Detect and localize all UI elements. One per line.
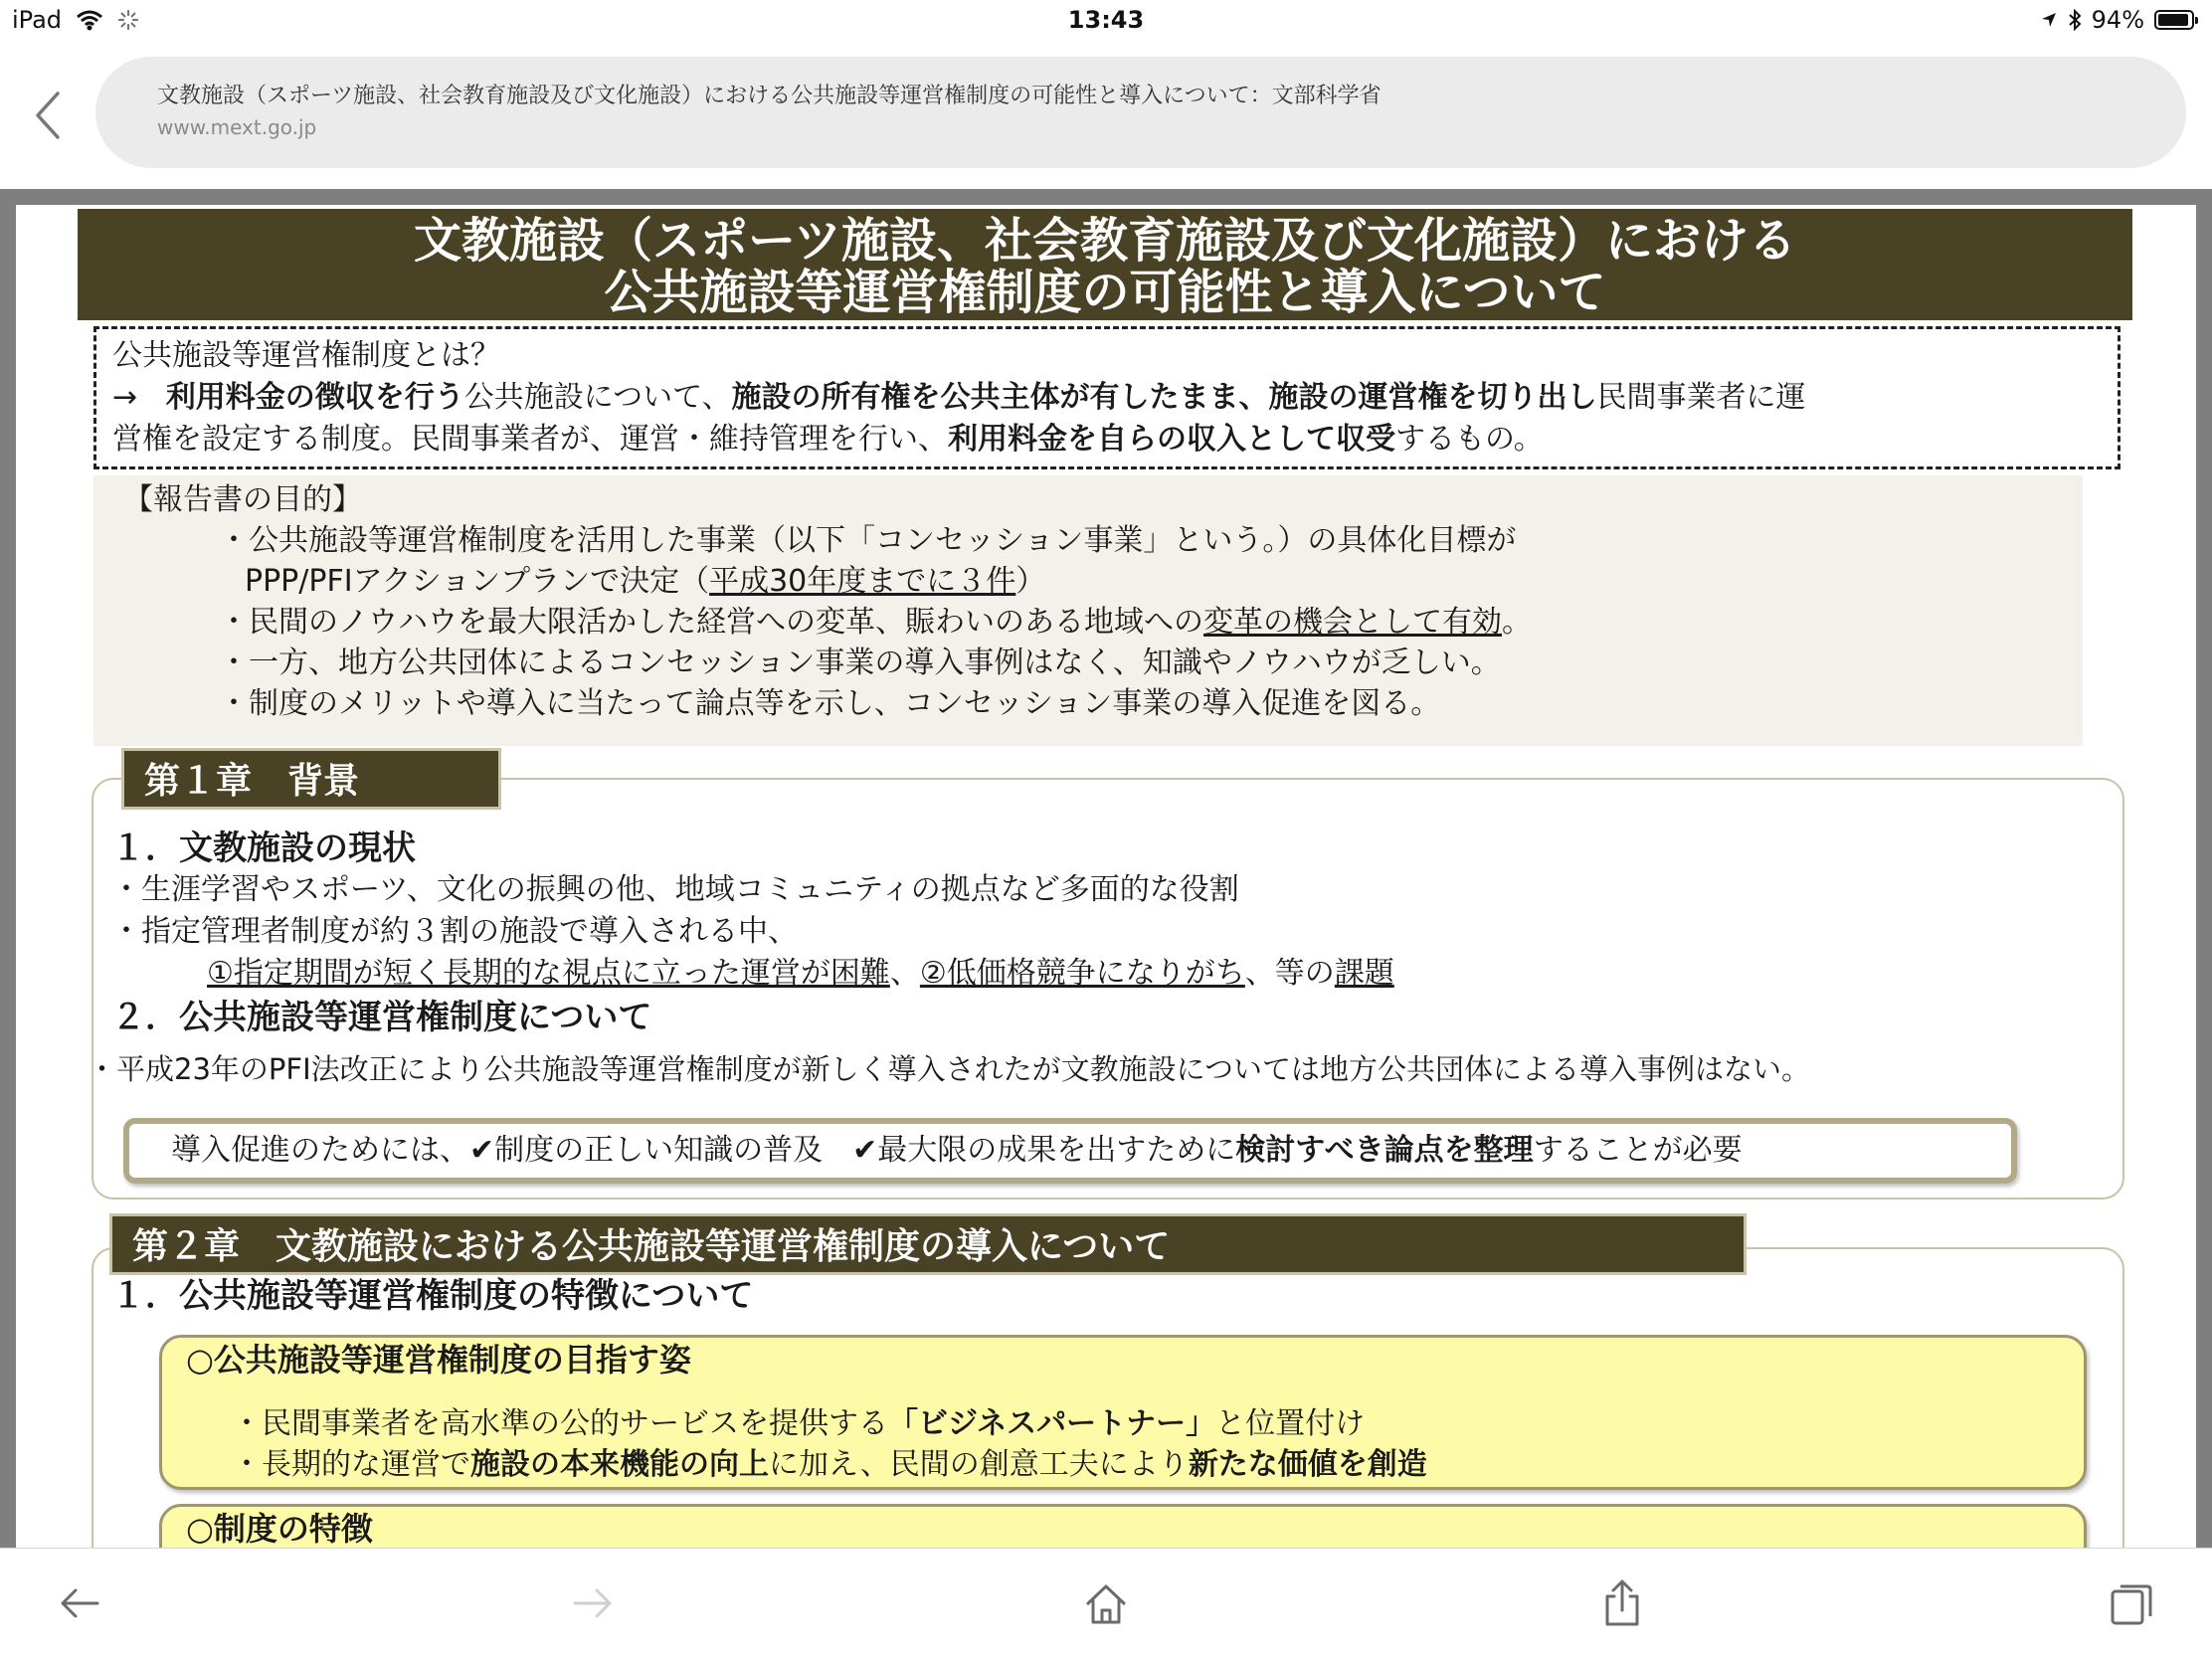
page-title: 文教施設（スポーツ施設、社会教育施設及び文化施設）における公共施設等運営権制度の可能性と導入について：文部科学省 <box>157 84 1382 108</box>
section-heading: ２．公共施設等運営権制度について <box>111 998 652 1037</box>
text: に加え、民間の創意工夫により <box>769 1447 1189 1482</box>
text: ・民間のノウハウを最大限活かした経営への変革、賑わいのある地域への <box>219 605 1203 640</box>
browser-toolbar <box>0 1548 2212 1659</box>
purpose-bullet <box>123 602 2053 643</box>
definition-emphasis: 利用料金の徴収を行う <box>165 380 464 415</box>
arrow-left-icon[interactable] <box>56 1578 105 1628</box>
share-icon[interactable] <box>1597 1578 1647 1628</box>
emphasis-text: 施設の本来機能の向上 <box>470 1447 769 1482</box>
home-icon[interactable] <box>1081 1578 1131 1628</box>
bluetooth-icon <box>2068 9 2082 31</box>
box-items <box>186 1403 2060 1485</box>
text: 、 <box>889 956 920 991</box>
bullet: ・指定管理者制度が約３割の施設で導入される中、 <box>111 914 798 949</box>
location-arrow-icon <box>2040 11 2058 29</box>
definition-text: 営権を設定する制度。民間事業者が、運営・維持管理を行い、 <box>112 422 948 457</box>
battery-icon <box>2154 10 2194 30</box>
text: することが必要 <box>1533 1133 1743 1168</box>
underlined-text: 課題 <box>1334 956 1394 991</box>
arrow-text: → <box>112 380 138 415</box>
status-bar <box>0 0 2212 40</box>
document-viewport[interactable] <box>0 189 2212 1548</box>
definition-text: 民間事業者に運 <box>1596 380 1806 415</box>
definition-box <box>93 326 2120 469</box>
section-heading: １．公共施設等運営権制度の特徴について <box>111 1276 754 1316</box>
page-url: www.mext.go.jp <box>157 115 317 139</box>
text: ・民間事業者を高水準の公的サービスを提供する <box>232 1406 888 1441</box>
text: 、等の <box>1244 956 1335 991</box>
box-title: ○制度の特徴 <box>186 1510 373 1548</box>
arrow-right-icon[interactable] <box>567 1578 617 1628</box>
emphasis-text: 「ビジネスパートナー」 <box>888 1406 1216 1441</box>
browser-header <box>0 40 2212 189</box>
chapter1-tab: 第１章 背景 <box>121 748 501 810</box>
chevron-left-icon[interactable] <box>30 88 70 143</box>
title-line-1: 文教施設（スポーツ施設、社会教育施設及び文化施設）における <box>413 213 1797 269</box>
purpose-bullet: ・公共施設等運営権制度を活用した事業（以下「コンセッション事業」という。）の具体化目標が <box>219 523 1517 558</box>
battery-fill <box>2158 14 2188 26</box>
document-page <box>16 205 2196 1548</box>
purpose-bullet: ・一方、地方公共団体によるコンセッション事業の導入事例はなく、知識やノウハウが乏しい。 <box>219 645 1501 680</box>
chapter1-body <box>88 828 2101 1090</box>
tabs-icon[interactable] <box>2107 1578 2156 1628</box>
definition-line-1 <box>112 377 2102 419</box>
underlined-text: 平成30年度までに３件 <box>709 564 1016 599</box>
bullet <box>232 1403 2060 1444</box>
purpose-heading: 【報告書の目的】 <box>123 482 362 517</box>
goal-box <box>159 1335 2087 1490</box>
address-bar[interactable] <box>95 57 2186 168</box>
chapter2-body <box>111 1275 2101 1317</box>
chapter2-tab: 第２章 文教施設における公共施設等運営権制度の導入について <box>109 1213 1747 1275</box>
underlined-text: ②低価格競争になりがち <box>919 956 1245 991</box>
purpose-bullet: ・制度のメリットや導入に当たって論点等を示し、コンセッション事業の導入促進を図る。 <box>219 686 1441 721</box>
definition-emphasis: 利用料金を自らの収入として収受 <box>948 422 1395 457</box>
text: PPP/PFIアクションプランで決定（ <box>245 564 710 599</box>
bullet: ・生涯学習やスポーツ、文化の振興の他、地域コミュニティの拠点など多面的な役割 <box>111 872 1239 907</box>
bullet-cont <box>111 953 2101 995</box>
bullet: ・平成23年のPFI法改正により公共施設等運営権制度が新しく導入されたが文教施設については地方公共団体による導入事例はない。 <box>88 1052 1811 1086</box>
battery-percent: 94% <box>2091 6 2144 34</box>
definition-text: 公共施設について、 <box>463 380 732 415</box>
document-title <box>78 209 2132 320</box>
text: 。 <box>1502 605 1532 640</box>
text: ） <box>1015 564 1046 599</box>
purpose-section <box>93 475 2083 746</box>
underlined-text: ①指定期間が短く長期的な視点に立った運営が困難 <box>207 956 890 991</box>
definition-emphasis: 施設の所有権を公共主体が有したまま、施設の運営権を切り出し <box>731 380 1597 415</box>
bullet <box>232 1444 2060 1485</box>
section-heading: １．文教施設の現状 <box>111 829 416 868</box>
status-right <box>2040 6 2194 34</box>
definition-line-2 <box>112 419 2102 461</box>
definition-question: 公共施設等運営権制度とは？ <box>112 338 500 373</box>
definition-text: するもの。 <box>1395 422 1544 457</box>
emphasis-text: 新たな価値を創造 <box>1188 1447 1427 1482</box>
text: ・長期的な運営で <box>232 1447 470 1482</box>
text: と位置付け <box>1215 1406 1366 1441</box>
box-title: ○公共施設等運営権制度の目指す姿 <box>186 1341 691 1379</box>
chapter1-callout <box>123 1118 2017 1184</box>
underlined-text: 変革の機会として有効 <box>1203 605 1502 640</box>
text: 導入促進のためには、✔制度の正しい知識の普及 ✔最大限の成果を出すために <box>171 1133 1236 1168</box>
features-box <box>159 1504 2087 1548</box>
purpose-bullet-cont <box>123 561 2053 602</box>
clock: 13:43 <box>1067 6 1145 34</box>
title-line-2: 公共施設等運営権制度の可能性と導入について <box>604 265 1606 320</box>
device-name: iPad <box>12 6 63 34</box>
emphasis-text: 検討すべき論点を整理 <box>1235 1133 1534 1168</box>
